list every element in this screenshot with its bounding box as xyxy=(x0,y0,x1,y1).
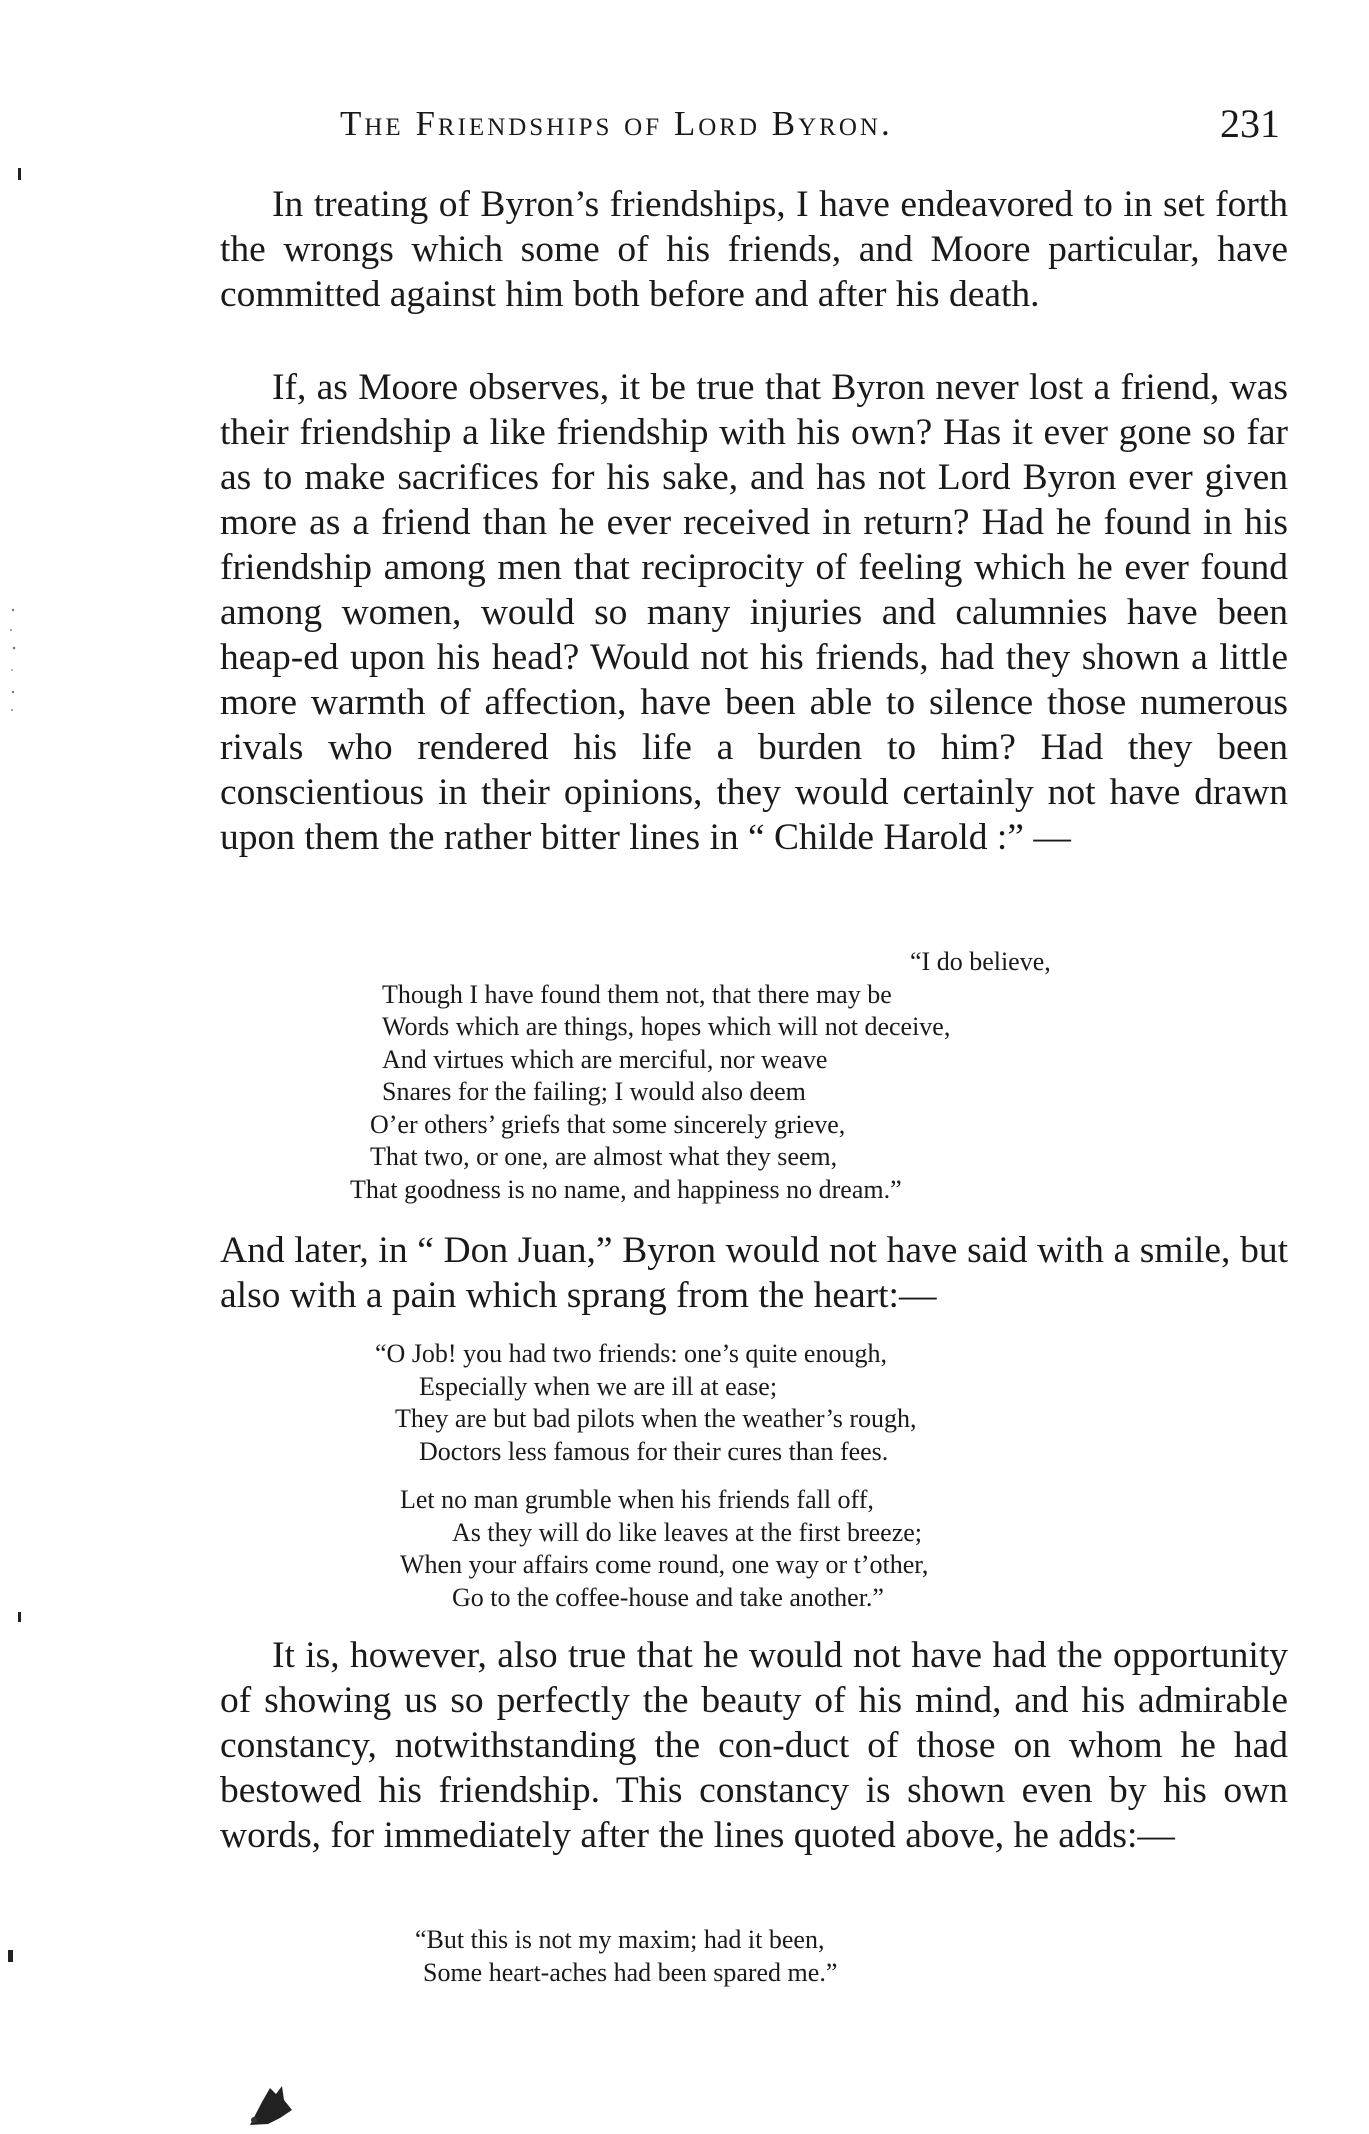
verse-quote-maxim xyxy=(415,1924,837,1989)
verse-line: “But this is not my maxim; had it been, xyxy=(415,1925,825,1954)
verse-line: Though I have found them not, that there may be xyxy=(382,979,892,1009)
running-title: The Friendships of Lord Byron. xyxy=(340,104,893,143)
verse-line: O’er others’ griefs that some sincerely grieve, xyxy=(370,1109,846,1139)
verse-line: Some heart-aches had been spared me.” xyxy=(423,1957,838,1987)
verse-line: Words which are things, hopes which will not deceive, xyxy=(382,1012,951,1041)
page-number: 231 xyxy=(1220,101,1280,146)
verse-line: Doctors less famous for their cures than fees. xyxy=(419,1436,889,1466)
paragraph: If, as Moore observes, it be true that Byron never lost a friend, was their friendship a like friendship with his own? Has it ever gone so far as to make sacrifices for his sake, and has not Lord Byron ever given more as a friend than he ever received in return? Had he found in his friendship among men that reciprocity of feeling which he ever found among women, would so many injuries and calumnies have been heap-ed upon his head? Would not his friends, had they shown a little more warmth of affection, have been able to silence those numerous rivals who rendered his life a burden to him? Had they been conscientious in their opinions, they would certainly not have drawn upon them the rather bitter lines in “ Childe Harold :” — xyxy=(220,367,1288,858)
paragraph: And later, in “ Don Juan,” Byron would not have said with a smile, but also with a pain which sprang from the heart:— xyxy=(220,1230,1288,1316)
ink-blot-icon xyxy=(240,2080,300,2130)
verse-line: Especially when we are ill at ease; xyxy=(419,1371,778,1401)
margin-mark xyxy=(18,1612,21,1622)
margin-specks xyxy=(6,600,20,720)
verse-line: That two, or one, are almost what they seem, xyxy=(370,1142,838,1171)
paragraph: It is, however, also true that he would not have had the opportunity of showing us so perfectly the beauty of his mind, and his admirable constancy, notwithstanding the con-duct of those on whom he had bestowed his friendship. This constancy is shown even by his own words, for immediately after the lines quoted above, he adds:— xyxy=(220,1635,1288,1856)
verse-line: “O Job! you had two friends: one’s quite enough, xyxy=(375,1339,887,1368)
verse-line: Snares for the failing; I would also deem xyxy=(382,1077,806,1106)
verse-line: And virtues which are merciful, nor weave xyxy=(382,1044,828,1074)
margin-mark xyxy=(18,168,21,180)
paragraph: In treating of Byron’s friendships, I have endeavored to in set forth the wrongs which some of his friends, and Moore particular, have committed against him both before and after his death. xyxy=(220,184,1288,315)
verse-line: “I do believe, xyxy=(910,947,1051,976)
verse-line: Let no man grumble when his friends fall off, xyxy=(400,1485,874,1514)
verse-line: Go to the coffee-house and take another.” xyxy=(452,1582,884,1612)
verse-quote-don-juan-1 xyxy=(375,1338,917,1468)
verse-line: That goodness is no name, and happiness no dream.” xyxy=(350,1174,902,1204)
verse-line: When your affairs come round, one way or t’other, xyxy=(400,1550,929,1579)
margin-mark xyxy=(8,1950,13,1962)
page-header xyxy=(330,100,1290,150)
verse-quote-childe-harold xyxy=(350,946,1051,1206)
verse-line: They are but bad pilots when the weather’s rough, xyxy=(395,1404,917,1433)
verse-quote-don-juan-2 xyxy=(400,1484,928,1614)
verse-line: As they will do like leaves at the first breeze; xyxy=(452,1517,923,1547)
